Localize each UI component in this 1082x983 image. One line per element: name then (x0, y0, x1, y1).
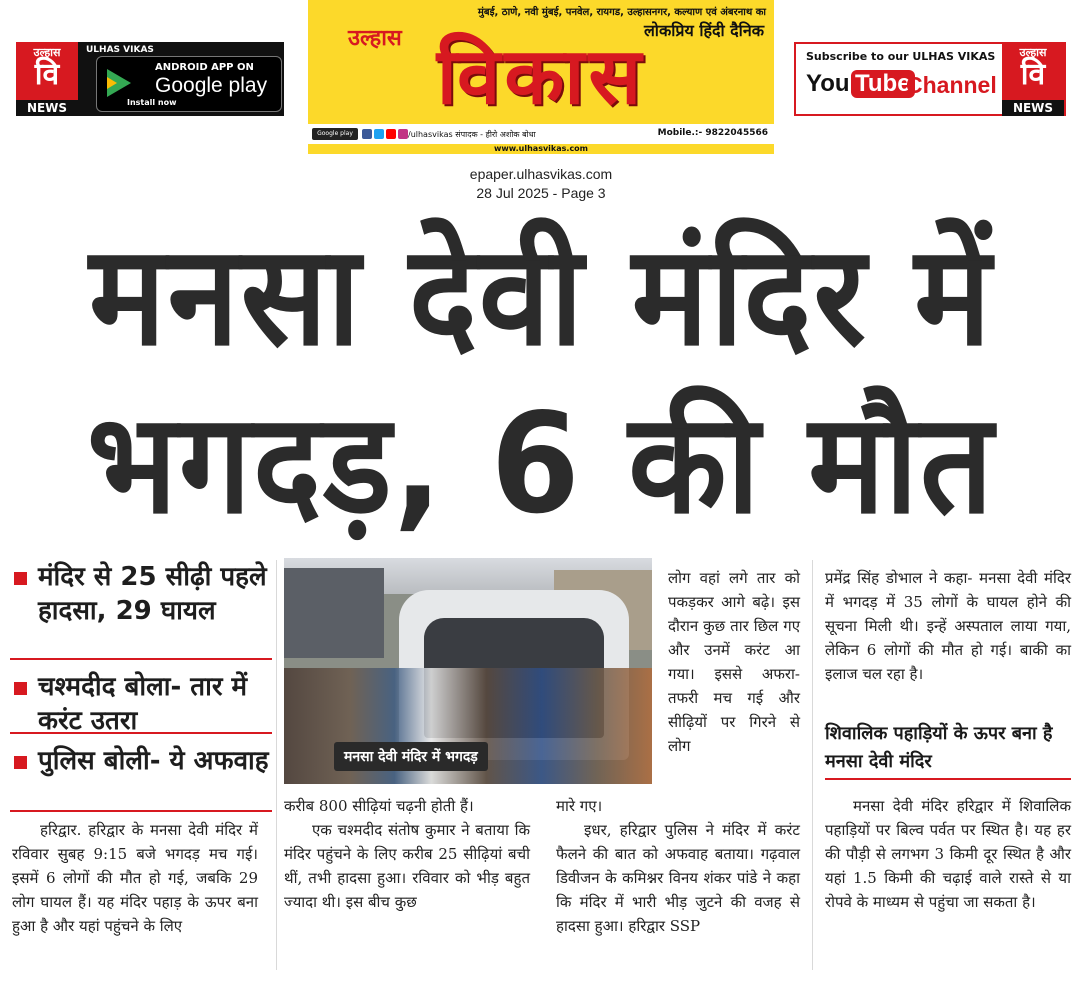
bullet-square-icon (14, 756, 27, 769)
headline-line-1: मनसा देवी मंदिर में (89, 216, 993, 377)
twitter-icon[interactable] (374, 129, 384, 139)
news-photo (284, 558, 652, 784)
highlight-item: मंदिर से 25 सीढ़ी पहले हादसा, 29 घायल (10, 560, 272, 660)
highlight-item: चश्मदीद बोला- तार में करंट उतरा (10, 670, 272, 734)
ulhas-vikas-news-logo-right: उल्हास वि NEWS (1002, 42, 1064, 116)
sub-headline: शिवालिक पहाड़ियों के ऊपर बना है मनसा देवी मंदिर (825, 720, 1071, 780)
column-divider (812, 560, 813, 970)
article-column-3 (556, 794, 800, 938)
masthead-website[interactable]: www.ulhasvikas.com (493, 144, 589, 153)
google-play-ad[interactable] (16, 42, 284, 116)
epaper-site[interactable]: epaper.ulhasvikas.com (469, 166, 613, 182)
bullet-square-icon (14, 682, 27, 695)
photo-caption: मनसा देवी मंदिर में भगदड़ (334, 742, 488, 771)
edition-date-page: 28 Jul 2025 - Page 3 (476, 185, 606, 201)
edition-info (0, 165, 1082, 203)
mobile-number: Mobile.:- 9822045566 (657, 128, 768, 138)
headline-line-2: भगदड़, 6 की मौत (87, 384, 995, 545)
highlights-list (10, 560, 272, 822)
youtube-channel-ad[interactable] (794, 42, 1066, 116)
masthead-small-name: उल्हास (348, 26, 402, 51)
subscribe-label: Subscribe to our ULHAS VIKAS (806, 50, 996, 63)
bullet-square-icon (14, 572, 27, 585)
article-paragraph: इधर, हरिद्वार पुलिस ने मंदिर में करंट फैलने की बात को अफवाह बताया। गढ़वाल डिवीजन के कमिश्नर विनय शंकर पांडे ने कहा कि मंदिर में भारी भीड़ जुटने की वजह से हादसा हुआ। हरिद्वार SSP (556, 821, 800, 935)
article-paragraph: करीब 800 सीढ़ियां चढ़नी होती हैं। (284, 797, 474, 815)
editor-info: /ulhasvikas संपादक - हीरो अशोक बोधा (408, 130, 536, 139)
article-column-3-top: लोग वहां लगे तार को पकड़कर आगे बढ़े। इस दौरान कुछ तार छिल गए और उनमें करंट आ गया। इससे अफरा-तफरी मच गई और सीढ़ियों पर गिरने से लोग (668, 569, 800, 755)
article-column-2 (284, 794, 530, 914)
android-app-label: ANDROID APP ON (155, 62, 254, 73)
masthead-title: विकास (436, 32, 646, 122)
google-play-small-badge[interactable]: Google play (312, 128, 358, 140)
facebook-icon[interactable] (362, 129, 372, 139)
install-now-label: Install now (127, 98, 177, 107)
youtube-you-text: You (806, 70, 850, 97)
article-paragraph: मारे गए। (556, 797, 603, 815)
ulhas-vikas-news-logo: उल्हास वि NEWS (16, 42, 78, 116)
social-icons (362, 129, 408, 139)
google-play-label: Google play (155, 74, 268, 97)
masthead-tagline: लोकप्रिय हिंदी दैनिक (643, 21, 764, 40)
google-play-button[interactable] (96, 56, 282, 112)
masthead-cities: मुंबई, ठाणे, नवी मुंबई, पनवेल, रायगड, उल्हासनगर, कल्याण एवं अंबरनाथ का (477, 7, 766, 18)
highlight-item: पुलिस बोली- ये अफवाह (10, 744, 272, 812)
google-play-icon (107, 69, 131, 97)
article-column-1: हरिद्वार. हरिद्वार के मनसा देवी मंदिर में रविवार सुबह 9:15 बजे भगदड़ मच गई। इसमें 6 लोगों की मौत हो गई, जबकि 29 लोग घायल हैं। यह मंदिर पहाड़ के ऊपर बना हुआ है और यहां पहुंचने के लिए (12, 821, 258, 935)
masthead-info-strip (308, 124, 774, 144)
youtube-icon[interactable] (386, 129, 396, 139)
article-paragraph: एक चश्मदीद संतोष कुमार ने बताया कि मंदिर पहुंचने के लिए करीब 25 सीढ़ियां बची थीं, तभी हादसा हुआ। रविवार को भीड़ बहुत ज्यादा थी। इस बीच कुछ (284, 821, 530, 911)
masthead (308, 0, 774, 154)
article-column-4-top: प्रमेंद्र सिंह डोभाल ने कहा- मनसा देवी मंदिर में भगदड़ में 35 लोगों के घायल होने की सूचना मिली थी। इन्हें अस्पताल लाया गया, लेकिन 6 लोगों की मौत हो गई। बाकी का इलाज चल रहा है। (825, 569, 1071, 683)
channel-label: Channel (906, 72, 997, 98)
instagram-icon[interactable] (398, 129, 408, 139)
article-column-4: मनसा देवी मंदिर हरिद्वार में शिवालिक पहाड़ियों पर बिल्व पर्वत पर स्थित है। यह हर की पौड़ी से लगभग 3 किमी दूर स्थित है और यहां 1.5 किमी की चढ़ाई वाले रास्ते से या रोपवे के माध्यम से पहुंचा जा सकता है। (825, 797, 1071, 911)
youtube-tube-text: Tube (851, 70, 915, 98)
column-divider (276, 560, 277, 970)
ad-brand-label: ULHAS VIKAS (86, 45, 154, 55)
